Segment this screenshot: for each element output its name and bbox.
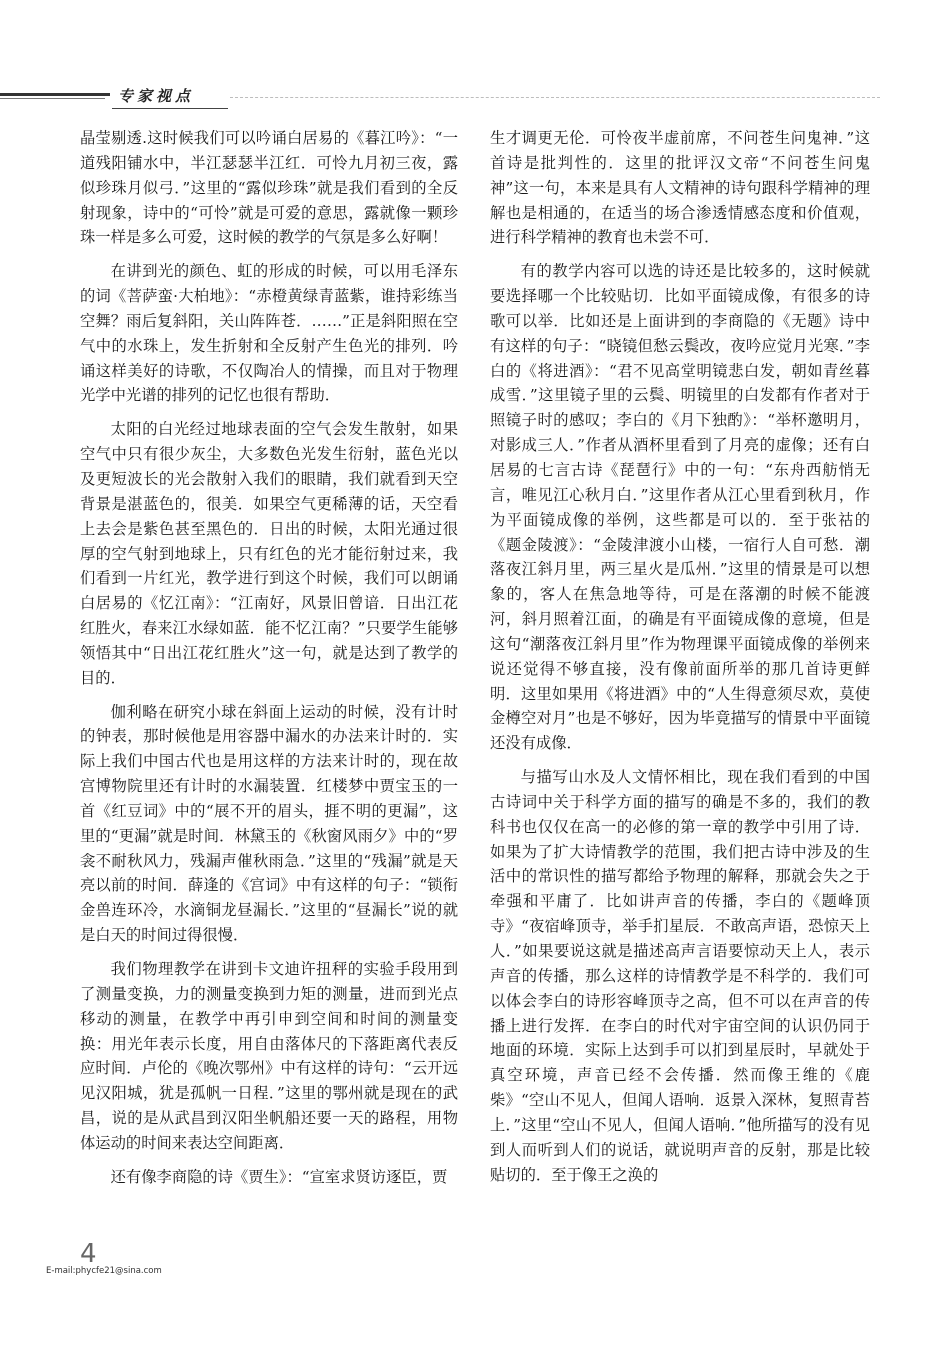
paragraph: 有的教学内容可以选的诗还是比较多的，这时候就要选择哪一个比较贴切．比如平面镜成像，有很多的诗歌可以举．比如还是上面讲到的李商隐的《无题》诗中有这样的句子：“晓镜但愁云鬓改，夜吟应觉月光寒．”李白的《将进酒》：“君不见高堂明镜悲白发，朝如青丝暮成雪．”这里镜子里的云鬓、明镜里的白发都有作者对于照镜子时的感叹；李白的《月下独酌》：“举杯邀明月，对影成三人．”作者从酒杯里看到了月亮的虚像；还有白居易的七言古诗《琵琶行》中的一句：“东舟西舫悄无言，唯见江心秋月白．”这里作者从江心里看到秋月，作为平面镜成像的举例，这些都是可以的．至于张祜的《题金陵渡》：“金陵津渡小山楼，一宿行人自可愁．潮落夜江斜月里，两三星火是瓜州．”这里的情景是可以想象的，客人在焦急地等待，可是在落潮的时候不能渡河，斜月照着江面，的确是有平面镜成像的意境，但是这句“潮落夜江斜月里”作为物理课平面镜成像的举例来说还觉得不够直接，没有像前面所举的那几首诗更鲜明．这里如果用《将进酒》中的“人生得意须尽欢，莫使金樽空对月”也是不够好，因为毕竟描写的情景中平面镜还没有成像． bbox=[490, 262, 870, 753]
paragraph: 我们物理教学在讲到卡文迪许扭秤的实验手段用到了测量变换，力的测量变换到力矩的测量，进而到光点移动的测量，在教学中再引申到空间和时间的测量变换：用光年表示长度，用自由落体尺的下落距离代表反应时间．卢伦的《晚次鄂州》中有这样的诗句：“云开远见汉阳城，犹是孤帆一日程．”这里的鄂州就是现在的武昌，说的是从武昌到汉阳坐帆船还要一天的路程，用物体运动的时间来表达空间距离． bbox=[80, 960, 458, 1152]
header-bar bbox=[0, 93, 110, 96]
paragraph: 还有像李商隐的诗《贾生》：“宣室求贤访逐臣，贾 bbox=[110, 1167, 448, 1186]
paragraph: 在讲到光的颜色、虹的形成的时候，可以用毛泽东的词《菩萨蛮·大柏地》：“赤橙黄绿青蓝紫，谁持彩练当空舞？雨后复斜阳，关山阵阵苍．……”正是斜阳照在空气中的水珠上，发生折射和全反射产生色光的排列．吟诵这样美好的诗歌，不仅陶冶人的情操，而且对于物理光学中光谱的排列的记忆也很有帮助． bbox=[80, 262, 458, 405]
footer-email: E-mail:phycfe21@sina.com bbox=[46, 1266, 162, 1276]
page-number: 4 bbox=[80, 1239, 97, 1269]
paragraph: 生才调更无伦．可怜夜半虚前席，不问苍生问鬼神．”这首诗是批判性的．这里的批评汉文帝“不问苍生问鬼神”这一句，本来是具有人文精神的诗句跟科学精神的理解也是相通的，在适当的场合渗透情感态度和价值观，进行科学精神的教育也未尝不可． bbox=[490, 129, 870, 247]
section-title: 专家视点 bbox=[118, 87, 195, 105]
right-column bbox=[490, 126, 870, 1196]
header-bar-thin bbox=[0, 98, 105, 99]
paragraph: 与描写山水及人文情怀相比，现在我们看到的中国古诗词中关于科学方面的描写的确是不多的，我们的教科书也仅仅在高一的必修的第一章的教学中引用了诗．如果为了扩大诗情教学的范围，我们把古诗中涉及的生活中的常识性的描写都给予物理的解释，那就会失之于牵强和平庸了．比如讲声音的传播，李白的《题峰顶寺》“夜宿峰顶寺，举手扪星辰．不敢高声语，恐惊天上人．”如果要说这就是描述高声言语要惊动天上人，表示声音的传播，那么这样的诗情教学是不科学的．我们可以体会李白的诗形容峰顶寺之高，但不可以在声音的传播上进行发挥．在李白的时代对宇宙空间的认识仍同于地面的环境．实际上达到手可以扪到星辰时，早就处于真空环境，声音已经不会传播．然而像王维的《鹿柴》“空山不见人，但闻人语响．返景入深林，复照青苔上．”这里“空山不见人，但闻人语响．”他所描写的没有见到人而听到人们的说话，就说明声音的反射，那是比较贴切的．至于像王之涣的 bbox=[490, 768, 870, 1184]
paragraph: 伽利略在研究小球在斜面上运动的时候，没有计时的钟表，那时候他是用容器中漏水的办法来计时的．实际上我们中国古代也是用这样的方法来计时的，现在故宫博物院里还有计时的水漏装置．红楼梦中贾宝玉的一首《红豆词》中的“展不开的眉头，捱不明的更漏”，这里的“更漏”就是时间．林黛玉的《秋窗风雨夕》中的“罗衾不耐秋风力，残漏声催秋雨急．”这里的“残漏”就是天亮以前的时间．薛逢的《宫词》中有这样的句子：“锁衔金兽连环冷，水滴铜龙昼漏长．”这里的“昼漏长”说的就是白天的时间过得很慢． bbox=[80, 702, 458, 945]
header-dashed-line bbox=[230, 97, 880, 98]
paragraph: 晶莹剔透.这时候我们可以吟诵白居易的《暮江吟》：“一道残阳铺水中，半江瑟瑟半江红．可怜九月初三夜，露似珍珠月似弓．”这里的“露似珍珠”就是我们看到的全反射现象，诗中的“可怜”就是可爱的意思，露就像一颗珍珠一样是多么可爱，这时候的教学的气氛是多么好啊！ bbox=[80, 129, 458, 247]
paragraph: 太阳的白光经过地球表面的空气会发生散射，如果空气中只有很少灰尘，大多数色光发生衍射，蓝色光以及更短波长的光会散射入我们的眼睛，我们就看到天空背景是湛蓝色的，很美．如果空气更稀薄的话，天空看上去会是紫色甚至黑色的．日出的时候，太阳光通过很厚的空气射到地球上，只有红色的光才能衍射过来，我们看到一片红光，教学进行到这个时候，我们可以朗诵白居易的《忆江南》：“江南好，风景旧曾谙．日出江花红胜火，春来江水绿如蓝．能不忆江南？”只要学生能够领悟其中“日出江花红胜火”这一句，就是达到了教学的目的． bbox=[80, 420, 458, 687]
section-underline bbox=[112, 108, 228, 109]
left-column bbox=[80, 126, 458, 1199]
page-header bbox=[0, 84, 880, 110]
